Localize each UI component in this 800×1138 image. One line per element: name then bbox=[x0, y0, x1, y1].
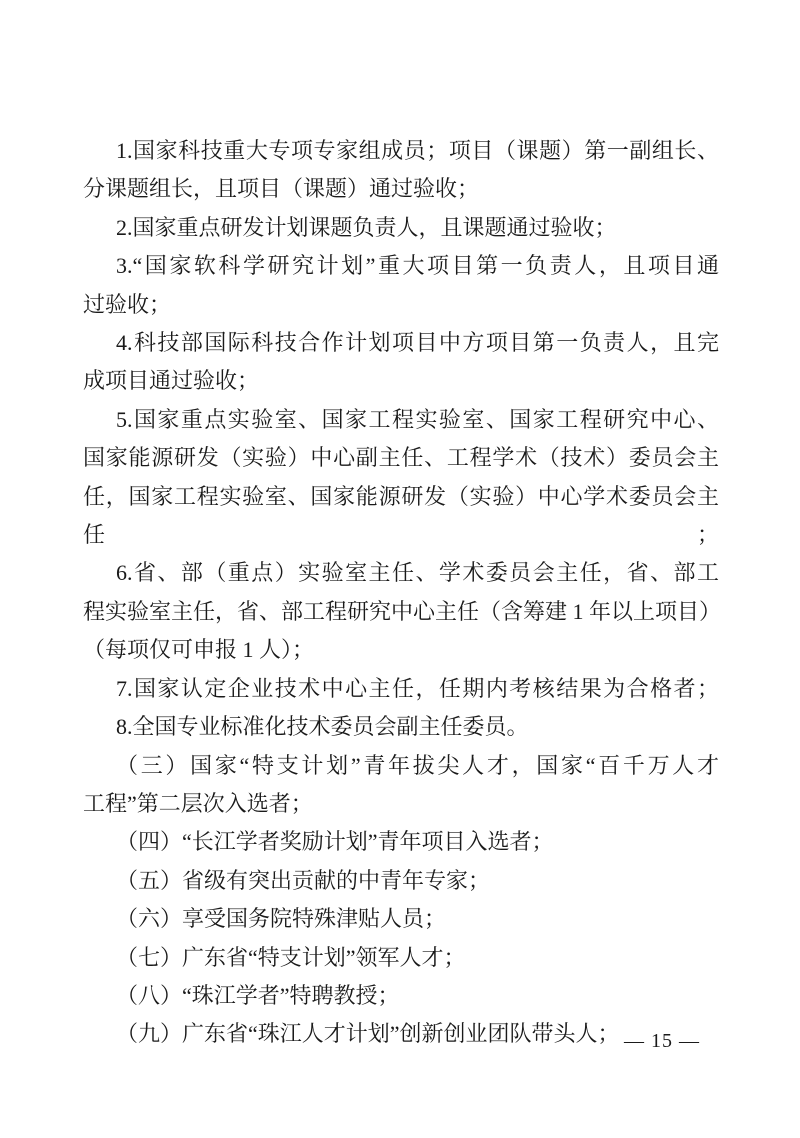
text-line: 5.国家重点实验室、国家工程实验室、国家工程研究中心、 bbox=[116, 406, 719, 432]
paragraph-item-6 bbox=[83, 554, 722, 669]
page-footer bbox=[624, 1030, 700, 1053]
paragraph-item-ba bbox=[83, 977, 719, 1015]
paragraph-item-si bbox=[83, 823, 719, 861]
paragraph-item-3 bbox=[83, 247, 719, 324]
text-line: 成项目通过验收； bbox=[83, 368, 260, 394]
paragraph-item-liu bbox=[83, 900, 719, 938]
text-line: （五）省级有突出贡献的中青年专家； bbox=[116, 867, 491, 893]
document-body bbox=[83, 132, 722, 1054]
text-line: 国家能源研发（实验）中心副主任、工程学术（技术）委员会主 bbox=[83, 445, 719, 471]
text-line: 任，国家工程实验室、国家能源研发（实验）中心学术委员会主任； bbox=[83, 483, 719, 548]
text-line: （九）广东省“珠江人才计划”创新创业团队带头人； bbox=[116, 1021, 620, 1047]
paragraph-item-san bbox=[83, 747, 719, 824]
text-line: 8.全国专业标准化技术委员会副主任委员。 bbox=[116, 714, 529, 740]
text-line: （每项仅可申报 1 人）； bbox=[83, 637, 315, 663]
text-line: 3.“国家软科学研究计划”重大项目第一负责人，且项目通 bbox=[116, 253, 719, 279]
paragraph-item-7 bbox=[83, 670, 719, 708]
paragraph-item-5 bbox=[83, 401, 719, 555]
text-line: 分课题组长，且项目（课题）通过验收； bbox=[83, 176, 480, 202]
text-line: （四）“长江学者奖励计划”青年项目入选者； bbox=[116, 829, 554, 855]
text-line: （八）“珠江学者”特聘教授； bbox=[116, 982, 400, 1008]
text-line: 程实验室主任，省、部工程研究中心主任（含筹建 1 年以上项目） bbox=[83, 598, 722, 624]
text-line: 1.国家科技重大专项专家组成员；项目（课题）第一副组长、 bbox=[116, 138, 719, 163]
paragraph-item-2 bbox=[83, 209, 719, 247]
text-line: 工程”第二层次入选者； bbox=[83, 790, 313, 816]
text-line: 7.国家认定企业技术中心主任，任期内考核结果为合格者； bbox=[116, 675, 719, 701]
paragraph-item-8 bbox=[83, 708, 719, 746]
paragraph-item-4 bbox=[83, 324, 719, 401]
text-line: （七）广东省“特支计划”领军人才； bbox=[116, 944, 466, 970]
text-line: 2.国家重点研发计划课题负责人，且课题通过验收； bbox=[116, 214, 617, 240]
paragraph-item-1 bbox=[83, 132, 719, 209]
text-line: 4.科技部国际科技合作计划项目中方项目第一负责人，且完 bbox=[116, 330, 719, 356]
paragraph-item-qi bbox=[83, 939, 719, 977]
text-line: 过验收； bbox=[83, 291, 172, 317]
page-number: — 15 — bbox=[624, 1030, 700, 1052]
text-line: 6.省、部（重点）实验室主任、学术委员会主任，省、部工 bbox=[116, 560, 719, 586]
text-line: （六）享受国务院特殊津贴人员； bbox=[116, 906, 447, 932]
text-line: （三）国家“特支计划”青年拔尖人才，国家“百千万人才 bbox=[116, 752, 719, 778]
paragraph-item-wu bbox=[83, 862, 719, 900]
